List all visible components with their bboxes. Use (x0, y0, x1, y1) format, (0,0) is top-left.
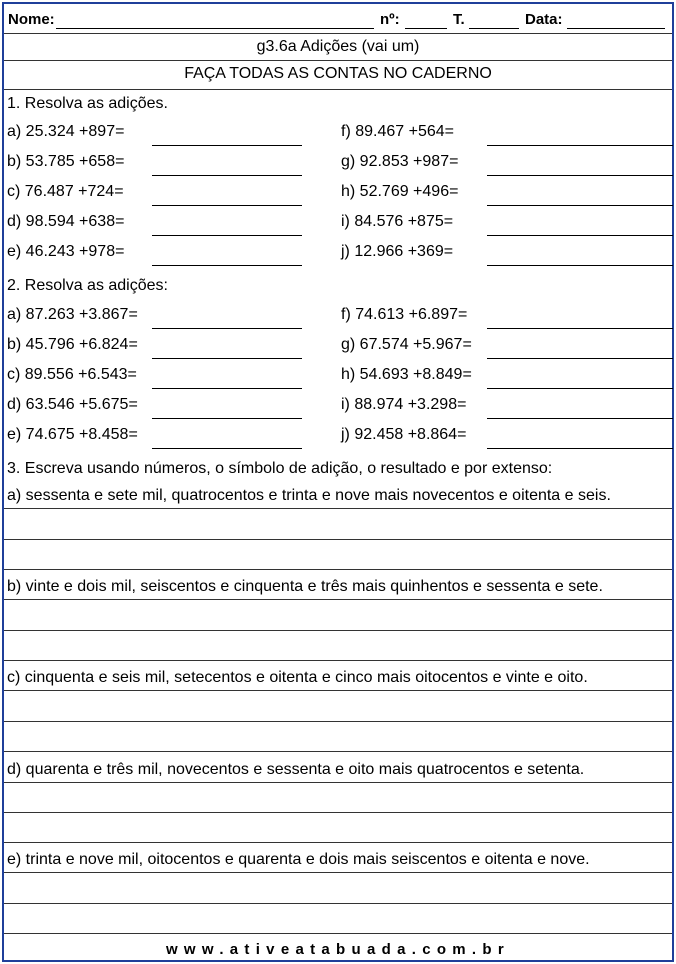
class-label: T. (453, 11, 465, 28)
section3-heading: 3. Escreva usando números, o símbolo de adição, o resultado e por extenso: (7, 460, 553, 477)
page-title: g3.6a Adições (vai um) (256, 38, 420, 55)
section1-heading: 1. Resolva as adições. (7, 95, 168, 112)
answer-line[interactable] (152, 328, 302, 329)
word-problem: a) sessenta e sete mil, quatrocentos e trinta e nove mais novecentos e oitenta e seis. (7, 487, 611, 504)
exercise-item: h) 54.693 +8.849= (341, 366, 472, 383)
exercise-item: j) 12.966 +369= (341, 243, 454, 260)
exercise-item: g) 92.853 +987= (341, 153, 459, 170)
exercise-item: j) 92.458 +8.864= (341, 426, 467, 443)
answer-line[interactable] (152, 358, 302, 359)
number-label: nº: (380, 11, 400, 28)
answer-line[interactable] (152, 265, 302, 266)
section2-heading: 2. Resolva as adições: (7, 277, 168, 294)
exercise-item: a) 87.263 +3.867= (7, 306, 138, 323)
answer-line[interactable] (487, 358, 673, 359)
writing-line[interactable] (4, 660, 672, 661)
number-fill-line[interactable] (405, 28, 447, 29)
date-label: Data: (525, 11, 563, 28)
date-fill-line[interactable] (567, 28, 665, 29)
writing-line[interactable] (4, 872, 672, 873)
writing-line[interactable] (4, 508, 672, 509)
exercise-item: d) 98.594 +638= (7, 213, 125, 230)
writing-line[interactable] (4, 630, 672, 631)
exercise-item: f) 89.467 +564= (341, 123, 454, 140)
answer-line[interactable] (152, 145, 302, 146)
answer-line[interactable] (487, 235, 673, 236)
writing-line[interactable] (4, 842, 672, 843)
writing-line[interactable] (4, 539, 672, 540)
name-label: Nome: (8, 11, 55, 28)
exercise-item: i) 84.576 +875= (341, 213, 454, 230)
answer-line[interactable] (487, 145, 673, 146)
answer-line[interactable] (152, 388, 302, 389)
word-problem: e) trinta e nove mil, oitocentos e quarenta e dois mais seiscentos e oitenta e nove. (7, 851, 590, 868)
exercise-item: i) 88.974 +3.298= (341, 396, 467, 413)
writing-line[interactable] (4, 782, 672, 783)
answer-line[interactable] (487, 328, 673, 329)
exercise-item: g) 67.574 +5.967= (341, 336, 472, 353)
exercise-item: e) 74.675 +8.458= (7, 426, 138, 443)
answer-line[interactable] (487, 205, 673, 206)
word-problem: d) quarenta e três mil, novecentos e sessenta e oito mais quatrocentos e setenta. (7, 761, 585, 778)
answer-line[interactable] (487, 388, 673, 389)
writing-line[interactable] (4, 903, 672, 904)
answer-line[interactable] (152, 205, 302, 206)
exercise-item: h) 52.769 +496= (341, 183, 459, 200)
answer-line[interactable] (487, 175, 673, 176)
writing-line[interactable] (4, 812, 672, 813)
exercise-item: e) 46.243 +978= (7, 243, 125, 260)
answer-line[interactable] (152, 418, 302, 419)
divider (4, 33, 672, 34)
exercise-item: c) 89.556 +6.543= (7, 366, 137, 383)
answer-line[interactable] (152, 448, 302, 449)
answer-line[interactable] (152, 175, 302, 176)
exercise-item: a) 25.324 +897= (7, 123, 125, 140)
writing-line[interactable] (4, 933, 672, 934)
exercise-item: c) 76.487 +724= (7, 183, 124, 200)
footer-website: www.ativeatabuada.com.br (165, 941, 511, 958)
writing-line[interactable] (4, 721, 672, 722)
word-problem: b) vinte e dois mil, seiscentos e cinquenta e três mais quinhentos e sessenta e sete. (7, 578, 603, 595)
worksheet (2, 2, 674, 962)
word-problem: c) cinquenta e seis mil, setecentos e oitenta e cinco mais oitocentos e vinte e oito. (7, 669, 588, 686)
answer-line[interactable] (487, 448, 673, 449)
exercise-item: d) 63.546 +5.675= (7, 396, 138, 413)
writing-line[interactable] (4, 599, 672, 600)
writing-line[interactable] (4, 569, 672, 570)
exercise-item: f) 74.613 +6.897= (341, 306, 468, 323)
divider (4, 60, 672, 61)
class-fill-line[interactable] (469, 28, 519, 29)
name-fill-line[interactable] (56, 28, 374, 29)
writing-line[interactable] (4, 690, 672, 691)
answer-line[interactable] (152, 235, 302, 236)
answer-line[interactable] (487, 418, 673, 419)
exercise-item: b) 45.796 +6.824= (7, 336, 138, 353)
writing-line[interactable] (4, 751, 672, 752)
exercise-item: b) 53.785 +658= (7, 153, 125, 170)
divider (4, 89, 672, 90)
instruction: FAÇA TODAS AS CONTAS NO CADERNO (184, 65, 492, 82)
answer-line[interactable] (487, 265, 673, 266)
